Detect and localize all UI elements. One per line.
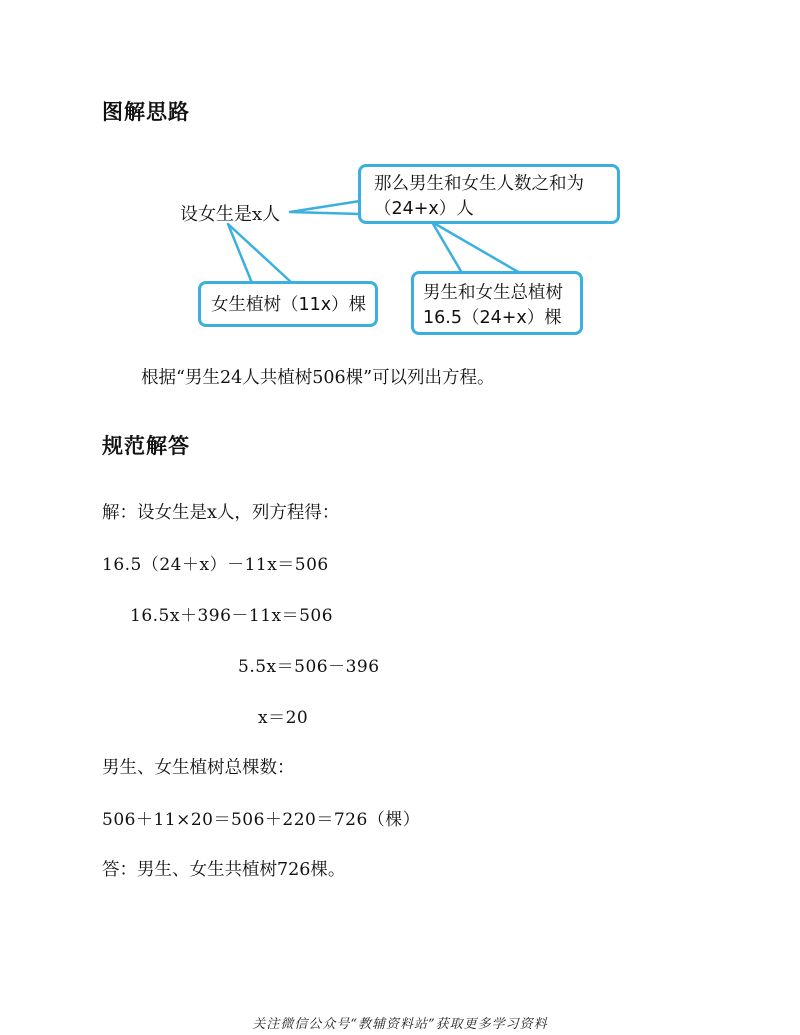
- section-title-solution: 规范解答: [102, 434, 190, 458]
- total-calculation: 506＋11×20＝506＋220＝726（棵）: [102, 810, 421, 830]
- equation-step-1: 16.5（24＋x）－11x＝506: [102, 555, 329, 575]
- left-callout-text: 女生植树（11x）棵: [211, 295, 367, 315]
- equation-step-2: 16.5x＋396－11x＝506: [130, 606, 334, 626]
- section-title-diagram: 图解思路: [102, 100, 190, 124]
- top-callout-line-2: （24+x）人: [374, 199, 474, 219]
- total-label: 男生、女生植树总棵数：: [102, 758, 295, 778]
- left-callout: [198, 281, 378, 327]
- right-callout: [411, 271, 583, 335]
- right-callout-line-2: 16.5（24+x）棵: [423, 308, 562, 328]
- right-callout-line-1: 男生和女生总植树: [423, 283, 563, 303]
- equation-step-3: 5.5x＝506－396: [238, 657, 380, 677]
- final-answer: 答：男生、女生共植树726棵。: [102, 860, 346, 880]
- left-callout-pointer: [228, 224, 292, 283]
- basis-text: 根据“男生24人共植树506棵”可以列出方程。: [141, 368, 495, 388]
- top-callout-line-1: 那么男生和女生人数之和为: [374, 174, 584, 194]
- top-callout: [358, 164, 620, 224]
- footer-watermark: 关注微信公众号“教辅资料站”获取更多学习资料: [252, 1017, 548, 1032]
- top-callout-pointer: [290, 201, 360, 214]
- diagram-root-label: 设女生是x人: [180, 204, 281, 225]
- equation-step-4: x＝20: [258, 708, 309, 728]
- solution-intro: 解：设女生是x人，列方程得：: [102, 503, 340, 523]
- right-callout-pointer: [432, 222, 520, 273]
